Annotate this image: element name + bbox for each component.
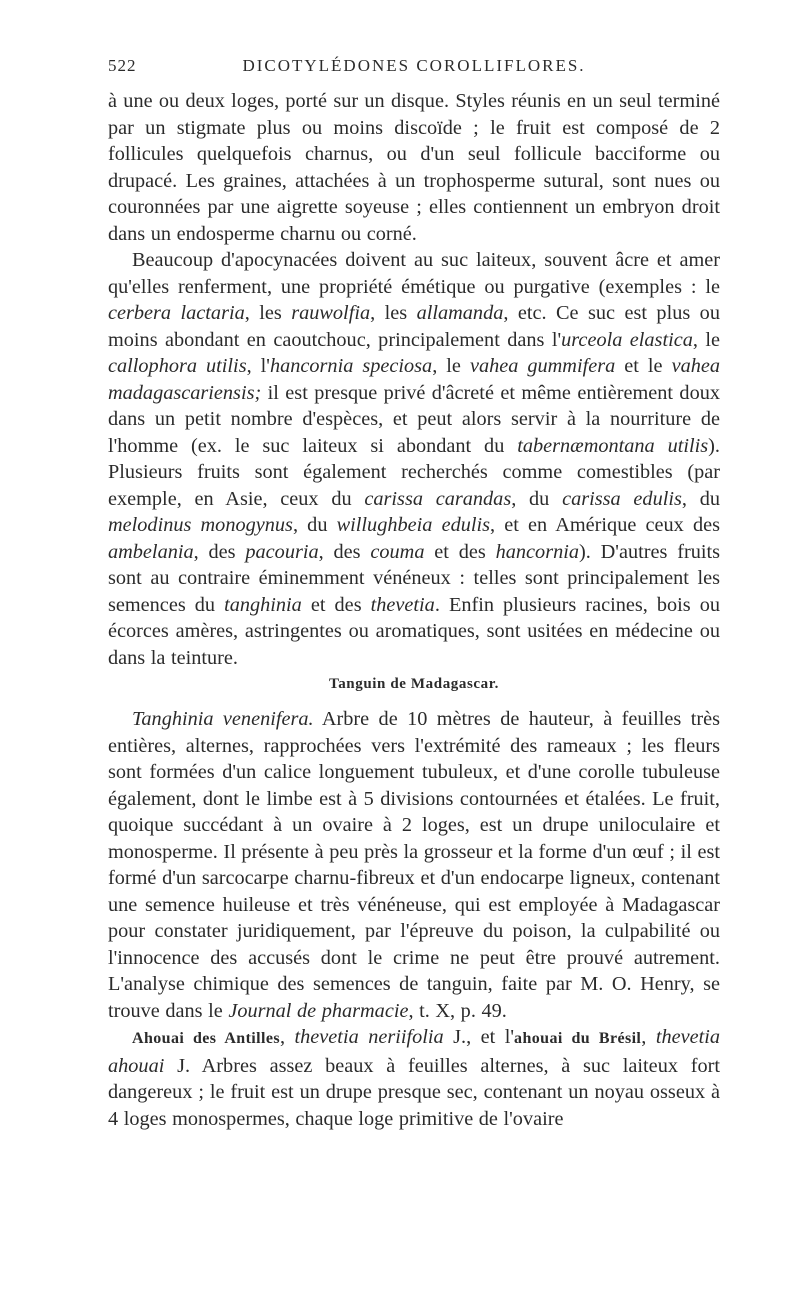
text-run: , le: [432, 355, 470, 377]
species-name: Tanghinia venenifera.: [132, 708, 314, 730]
text-run: , et en Amérique ceux des: [490, 514, 720, 536]
text-run: , du: [681, 487, 720, 510]
text-run: , les: [370, 302, 417, 324]
text-run: , le: [692, 328, 721, 351]
text-run: ,: [279, 1026, 295, 1048]
paragraph-ahouai: [108, 1024, 720, 1132]
text-run: et des: [301, 593, 371, 616]
text-run: , des: [193, 540, 246, 563]
species-name: hancornia: [495, 540, 579, 563]
species-name: vahea madagascariensis;: [108, 355, 721, 404]
text-run: , du: [511, 487, 563, 510]
text-run: , etc. Ce suc est plus ou moins abondant en caoutchouc, principalement dans l': [108, 302, 720, 351]
text-block-bottom: [108, 706, 720, 1132]
species-name: vahea gummifera: [469, 355, 616, 377]
species-name: couma: [370, 540, 425, 563]
species-name: hancornia speciosa: [269, 355, 433, 377]
text-run: , du: [292, 514, 337, 536]
page-header: [108, 56, 720, 80]
text-block-top: [108, 88, 720, 671]
species-name: thevetia neriifolia: [294, 1026, 444, 1048]
species-name: cerbera lactaria: [108, 302, 245, 324]
text-run: , des: [318, 540, 371, 563]
text-run: , t. X, p. 49.: [408, 999, 507, 1022]
common-name: Ahouai des Antilles: [132, 1030, 280, 1047]
journal-title: Journal de pharmacie: [228, 999, 409, 1022]
species-name: melodinus monogynus: [108, 514, 293, 536]
species-name: ambelania: [108, 540, 194, 563]
text-run: ,: [641, 1026, 656, 1048]
text-run: J., et l': [443, 1026, 515, 1048]
text-run: , l': [246, 355, 270, 377]
species-name: pacouria: [245, 540, 319, 563]
text-run: et des: [424, 540, 496, 563]
common-name: ahouai du Brésil: [514, 1030, 642, 1047]
text-run: et le: [615, 355, 672, 377]
species-name: willughbeia edulis: [336, 514, 491, 536]
species-name: carissa carandas: [364, 487, 512, 510]
text-run: , les: [244, 302, 292, 324]
species-name: allamanda: [416, 302, 504, 324]
running-title: DICOTYLÉDONES COROLLIFLORES.: [242, 56, 586, 75]
species-name: rauwolfia: [291, 302, 371, 324]
text-run: J. Arbres assez beaux à feuilles alternes, à suc laiteux fort dangereux ; le fruit est un drupe presque sec, contenant un noyau osseux à 4 loges monospermes, chaque loge primitive de l'ovaire: [108, 1054, 720, 1130]
paragraph-continuation: à une ou deux loges, porté sur un disque. Styles réunis en un seul terminé par un stigmate plus ou moins discoïde ; le fruit est composé de 2 follicules quelquefois charnus, ou d'un seul follicule bacciforme ou drupacé. Les graines, attachées à un trophosperme sutural, sont nues ou couronnées par une aigrette soyeuse ; elles contiennent un embryon droit dans un endosperme charnu ou corné.: [108, 90, 720, 245]
section-heading: Tanguin de Madagascar.: [328, 676, 500, 692]
page-number: 522: [108, 56, 137, 75]
text-run: . Enfin plusieurs racines, bois ou écorces amères, astringentes ou aromatiques, sont usitées en médecine ou dans la teinture.: [108, 593, 720, 669]
species-name: callophora utilis: [108, 355, 247, 377]
text-run: Arbre de 10 mètres de hauteur, à feuilles très entières, alternes, rapprochées vers l'extrémité des rameaux ; les fleurs sont formées d'un calice longuement tubuleux, et d'une corolle tubuleuse également, dont le limbe est à 5 divisions contournées et étalées. Le fruit, quoique succédant à un ovaire à 2 loges, est un drupe uniloculaire et monosperme. Il présente à peu près la grosseur et la forme d'un œuf ; il est formé d'un sarcocarpe charnu-fibreux et d'un endocarpe ligneux, contenant une semence huileuse et très vénéneuse, qui est employée à Madagascar pour constater juridiquement, par l'épreuve du poison, la culpabilité ou l'innocence des accusés dont le crime ne peut être prouvé autrement. L'analyse chimique des semences de tanguin, faite par M. O. Henry, se trouve dans le: [108, 708, 720, 1022]
species-name: carissa edulis: [562, 487, 682, 510]
species-name: tanghinia: [224, 593, 302, 616]
species-name: thevetia ahouai: [108, 1026, 721, 1077]
text-run: Beaucoup d'apocynacées doivent au suc laiteux, souvent âcre et amer qu'elles renferment, une propriété émétique ou purgative (exemples : le: [108, 249, 720, 298]
text-run: il est presque privé d'âcreté et même entièrement doux dans un petit nombre d'espèces, et peut alors servir à la nourriture de l'homme (ex. le suc laiteux si abondant du: [108, 381, 720, 457]
text-run: ). D'autres fruits sont au contraire éminemment vénéneux : telles sont principalement les semences du: [108, 540, 721, 616]
paragraph-apocynacees: [108, 247, 720, 671]
species-name: tabernæmontana utilis: [517, 434, 709, 457]
text-run: ). Plusieurs fruits sont également recherchés comme comestibles (par exemple, en Asie, ceux du: [108, 434, 720, 510]
paragraph-tanghinia: [108, 706, 720, 1024]
species-name: thevetia: [370, 593, 435, 616]
species-name: urceola elastica: [561, 328, 693, 351]
